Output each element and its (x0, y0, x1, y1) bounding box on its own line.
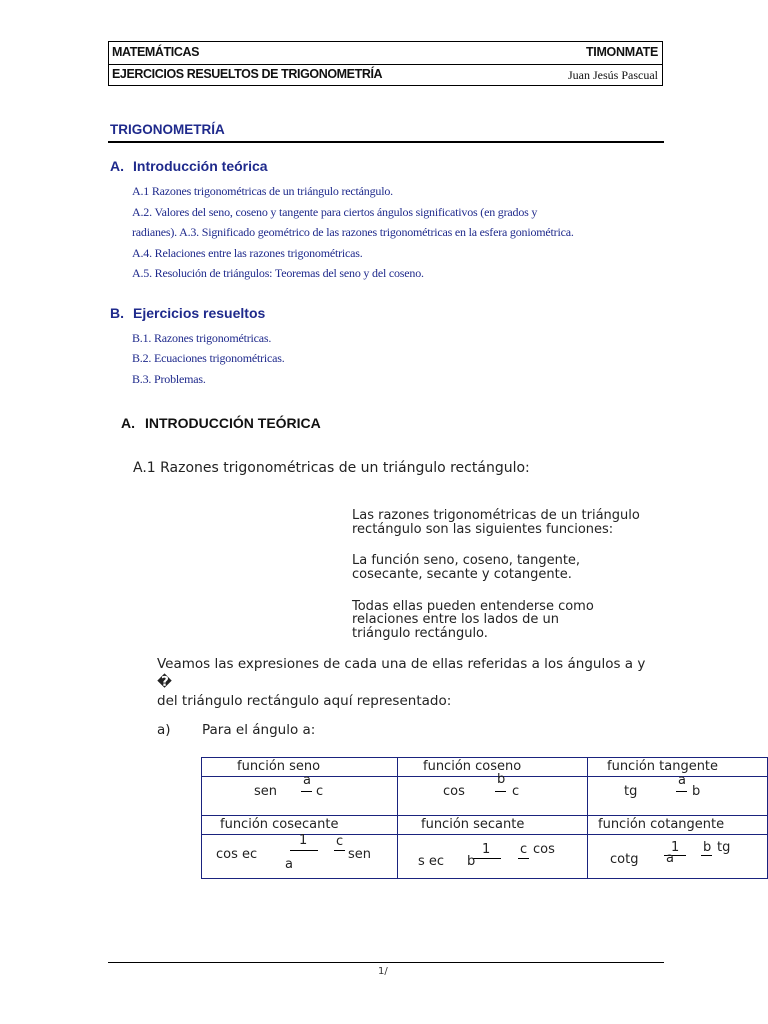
sec-rest: cos (533, 842, 555, 857)
para-3-line-3: triángulo rectángulo. (352, 626, 488, 641)
sec-c: c (520, 842, 528, 857)
cotg-b-bar (701, 855, 712, 856)
sen-label: sen (254, 784, 278, 799)
cosec-c-bar (334, 850, 345, 851)
table-vline-2 (587, 758, 588, 878)
toc-section-a-label: Introducción teórica (133, 158, 268, 174)
sec-c-bar (518, 858, 529, 859)
section-heading-num: A. (121, 415, 135, 431)
cos-denominator: c (512, 784, 520, 799)
table-hline-2 (202, 815, 767, 816)
sen-fraction-bar (301, 791, 312, 792)
cotg-rest: tg (717, 840, 731, 855)
toc-item-a3[interactable]: radianes). A.3. Significado geométrico de las razones trigonométricas en la esfera goniométrica. (132, 225, 574, 239)
section-heading-text: INTRODUCCIÓN TEÓRICA (145, 415, 321, 431)
cosec-rest: sen (348, 847, 372, 862)
header-cotangente: función cotangente (598, 817, 725, 832)
table-hline-3 (202, 834, 767, 835)
toc-section-b-label: Ejercicios resueltos (133, 305, 266, 321)
subsection-heading: A.1 Razones trigonométricas de un triángulo rectángulo: (133, 460, 530, 476)
sen-denominator: c (316, 784, 324, 799)
sec-numerator: 1 (482, 842, 491, 857)
para-1-line-2: rectángulo son las siguientes funciones: (352, 522, 614, 537)
footer-divider (108, 962, 664, 963)
case-label: a) (157, 722, 171, 738)
header-brand: TIMONMATE (585, 45, 658, 59)
section-heading (121, 415, 321, 431)
sec-label: s ec (418, 854, 445, 869)
sen-numerator: a (303, 773, 311, 788)
header-subject: MATEMÁTICAS (112, 45, 200, 59)
para-2-line-2: cosecante, secante y cotangente. (352, 567, 572, 582)
cosec-numerator: 1 (299, 833, 308, 848)
header-tangente: función tangente (607, 759, 719, 774)
tg-denominator: b (692, 784, 701, 799)
tg-numerator: a (678, 773, 686, 788)
cosec-c: c (336, 834, 344, 849)
toc-item-b3[interactable]: B.3. Problemas. (132, 372, 206, 386)
cotg-denominator: a (666, 851, 674, 866)
intro-glyph: � (157, 674, 173, 690)
page-number: 1/ (378, 966, 388, 977)
header-secante: función secante (421, 817, 525, 832)
toc-item-a4[interactable]: A.4. Relaciones entre las razones trigonométricas. (132, 246, 363, 260)
toc-section-b-num: B. (110, 305, 124, 321)
toc-title: TRIGONOMETRÍA (110, 122, 225, 137)
tg-fraction-bar (676, 791, 687, 792)
trig-functions-table (201, 757, 768, 879)
header-cosecante: función cosecante (220, 817, 339, 832)
toc-item-a5[interactable]: A.5. Resolución de triángulos: Teoremas del seno y del coseno. (132, 266, 424, 280)
cos-numerator: b (497, 772, 506, 787)
intro-line-2: del triángulo rectángulo aquí representado: (157, 693, 452, 709)
cosec-denominator: a (285, 857, 293, 872)
cotg-b: b (703, 840, 712, 855)
case-text: Para el ángulo a: (202, 722, 316, 738)
toc-item-a1[interactable]: A.1 Razones trigonométricas de un triángulo rectángulo. (132, 184, 393, 198)
cotg-numerator: 1 (671, 840, 680, 855)
header-row-top (109, 42, 662, 65)
para-3-line-2: relaciones entre los lados de un (352, 612, 560, 627)
toc-divider (108, 141, 664, 143)
toc-item-b2[interactable]: B.2. Ecuaciones trigonométricas. (132, 351, 285, 365)
header-title: EJERCICIOS RESUELTOS DE TRIGONOMETRÍA (112, 67, 383, 81)
tg-label: tg (624, 784, 638, 799)
intro-line-1: Veamos las expresiones de cada una de ellas referidas a los ángulos a y (157, 656, 646, 672)
toc-item-a2[interactable]: A.2. Valores del seno, coseno y tangente para ciertos ángulos significativos (en grados y (132, 205, 538, 219)
toc-section-a[interactable] (110, 158, 268, 174)
cos-fraction-bar (495, 791, 506, 792)
table-vline-1 (397, 758, 398, 878)
toc-item-b1[interactable]: B.1. Razones trigonométricas. (132, 331, 272, 345)
sec-denominator: b (467, 854, 476, 869)
para-3-line-1: Todas ellas pueden entenderse como (352, 599, 594, 614)
header-author: Juan Jesús Pascual (568, 68, 658, 82)
cosec-fraction-bar (290, 850, 318, 851)
toc-section-a-num: A. (110, 158, 124, 174)
header-seno: función seno (237, 759, 321, 774)
cos-label: cos (443, 784, 465, 799)
header-row-bottom (109, 64, 662, 86)
header-coseno: función coseno (423, 759, 522, 774)
page-header (108, 41, 663, 86)
cotg-label: cotg (610, 852, 639, 867)
para-2-line-1: La función seno, coseno, tangente, (352, 553, 581, 568)
toc-section-b[interactable] (110, 305, 265, 321)
sec-fraction-bar (473, 858, 501, 859)
cosec-label: cos ec (216, 847, 258, 862)
para-1-line-1: Las razones trigonométricas de un triángulo (352, 508, 640, 523)
